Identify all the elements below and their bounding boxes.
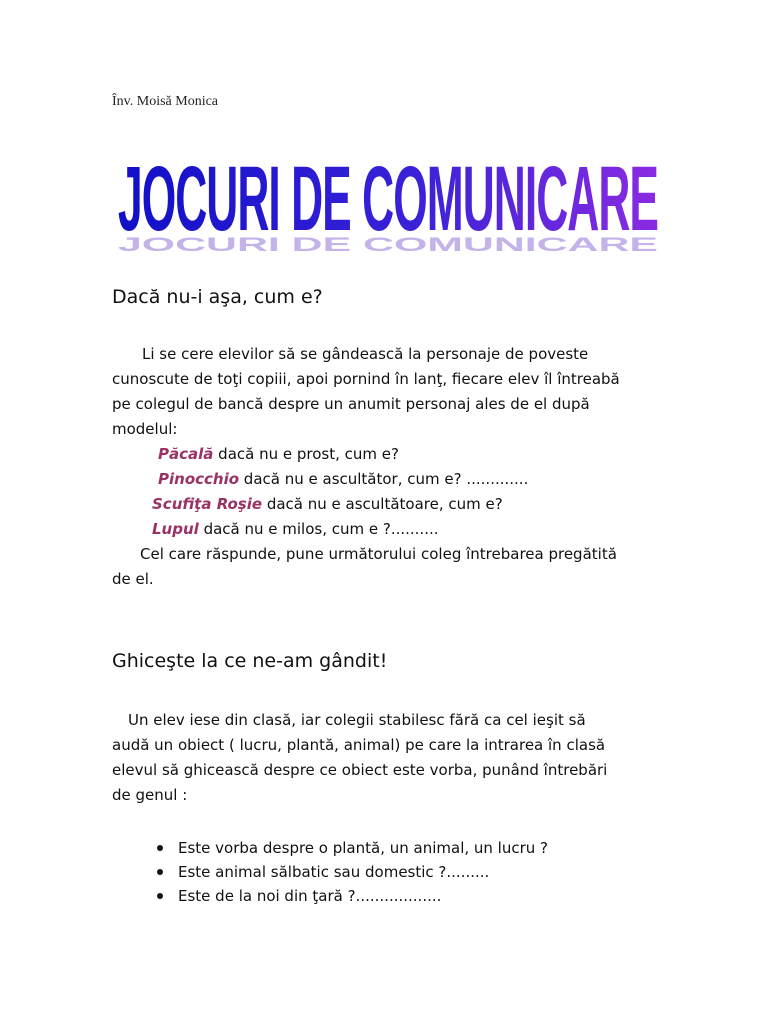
paragraph-line: pe colegul de bancă despre un anumit personaj ales de el după: [112, 395, 590, 413]
list-item-text: Este de la noi din ţară ?..................: [178, 887, 442, 905]
question-list: [112, 836, 548, 908]
example-line: [158, 445, 399, 463]
list-item: [112, 860, 548, 884]
list-item-text: Este animal sălbatic sau domestic ?.........: [178, 863, 490, 881]
bullet-icon: [157, 845, 163, 851]
example-line: [152, 520, 439, 538]
list-item-text: Este vorba despre o plantă, un animal, un lucru ?: [178, 839, 548, 857]
example-text: dacă nu e prost, cum e?: [213, 445, 399, 463]
list-item: [112, 884, 548, 908]
example-line: [158, 470, 528, 488]
wordart-title: [108, 142, 668, 252]
example-line: [152, 495, 503, 513]
wordart-main: JOCURI DE COMUNICARE: [118, 148, 658, 250]
paragraph-line: Cel care răspunde, pune următorului coleg întrebarea pregătită: [140, 545, 617, 563]
paragraph-line: Li se cere elevilor să se gândească la personaje de poveste: [142, 345, 589, 363]
paragraph-line: modelul:: [112, 420, 178, 438]
list-item: [112, 836, 548, 860]
example-text: dacă nu e milos, cum e ?..........: [198, 520, 439, 538]
paragraph-line: Un elev iese din clasă, iar colegii stabilesc fără ca cel ieşit să: [128, 711, 586, 729]
bullet-icon: [157, 893, 163, 899]
paragraph-line: de genul :: [112, 786, 188, 804]
example-text: dacă nu e ascultător, cum e? .............: [239, 470, 529, 488]
character-name: Pinocchio: [158, 470, 240, 488]
paragraph-line: de el.: [112, 570, 154, 588]
character-name: Scufiţa Roşie: [152, 495, 263, 513]
character-name: Păcală: [158, 445, 214, 463]
section2-heading: Ghiceşte la ce ne-am gândit!: [112, 650, 388, 672]
character-name: Lupul: [152, 520, 199, 538]
paragraph-line: elevul să ghicească despre ce obiect este vorba, punând întrebări: [112, 761, 608, 779]
paragraph-line: audă un obiect ( lucru, plantă, animal) pe care la intrarea în clasă: [112, 736, 606, 754]
section1-heading: Dacă nu-i aşa, cum e?: [112, 286, 323, 308]
example-text: dacă nu e ascultătoare, cum e?: [262, 495, 503, 513]
wordart-shadow: JOCURI DE COMUNICARE: [117, 233, 658, 252]
bullet-icon: [157, 869, 163, 875]
paragraph-line: cunoscute de toţi copiii, apoi pornind în lanţ, fiecare elev îl întreabă: [112, 370, 620, 388]
author-line: Înv. Moisă Monica: [112, 94, 219, 109]
